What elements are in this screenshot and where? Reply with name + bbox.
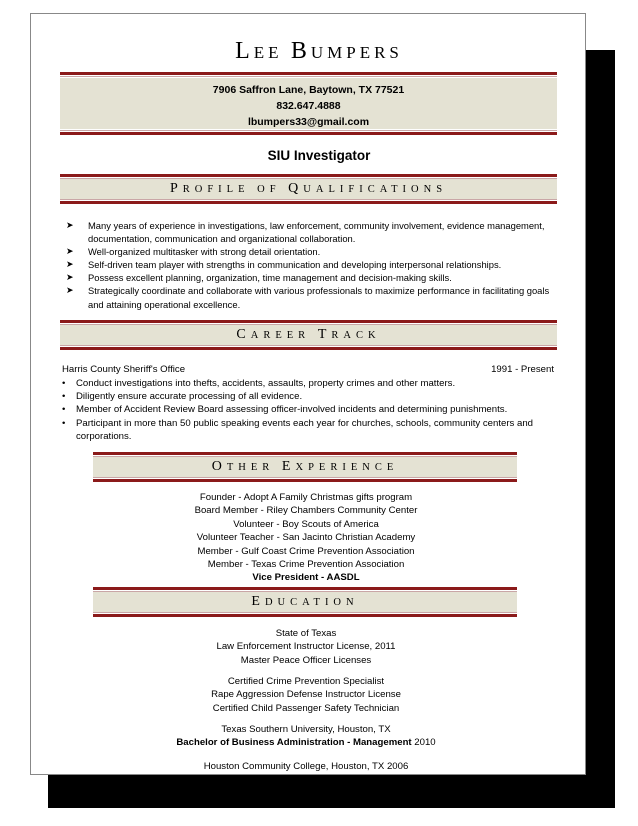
university: Texas Southern University, Houston, TX	[221, 724, 391, 735]
degree: Bachelor of Business Administration - Management	[176, 737, 412, 749]
college: Houston Community College, Houston, TX 2006	[203, 761, 409, 772]
education-rule-bottom	[93, 614, 517, 617]
list-item: Volunteer - Boy Scouts of America	[233, 518, 379, 530]
list-item: ➤ Self-driven team player with strengths in communication and developing interpersonal relationships.	[66, 259, 502, 271]
candidate-name: LEE BUMPERS	[235, 38, 403, 64]
arrow-bullet-icon: ➤	[66, 285, 74, 296]
employer-row	[62, 364, 554, 375]
career-heading: CAREER TRACK	[236, 327, 381, 342]
profile-rule-top	[60, 174, 557, 177]
bullet-icon: •	[62, 378, 66, 389]
list-item: Certified Child Passenger Safety Technician	[212, 702, 400, 714]
career-rule-bottom	[60, 347, 557, 350]
arrow-bullet-icon: ➤	[66, 272, 74, 283]
degree-year: 2010	[414, 737, 436, 749]
employer-name: Harris County Sheriff's Office	[62, 364, 186, 375]
qualifications-list	[66, 219, 556, 311]
email: lbumpers33@gmail.com	[247, 116, 370, 128]
header-rule-top	[60, 72, 557, 75]
arrow-bullet-icon: ➤	[66, 246, 74, 257]
list-item: ➤ Possess excellent planning, organization, time management and decision-making skills.	[66, 272, 452, 284]
other-rule-top	[93, 452, 517, 455]
list-item: Certified Crime Prevention Specialist	[227, 676, 385, 687]
other-experience-list	[0, 491, 612, 585]
list-item: • Diligently ensure accurate processing of all evidence.	[62, 391, 303, 403]
list-item: Founder - Adopt A Family Christmas gifts program	[199, 492, 413, 503]
arrow-bullet-icon: ➤	[66, 259, 74, 270]
other-heading: OTHER EXPERIENCE	[211, 459, 399, 474]
list-item: Member - Texas Crime Prevention Association	[207, 559, 405, 571]
list-item: Vice President - AASDL	[252, 572, 360, 584]
list-item: Member - Gulf Coast Crime Prevention Association	[197, 545, 415, 557]
profile-rule-bottom-thin	[60, 199, 557, 200]
phone: 832.647.4888	[276, 100, 341, 112]
list-item: State of Texas	[275, 628, 337, 639]
list-item: Volunteer Teacher - San Jacinto Christian Academy	[196, 532, 416, 544]
education-group-certifications	[0, 675, 612, 715]
education-heading: EDUCATION	[251, 594, 359, 609]
bullet-icon: •	[62, 391, 66, 403]
profile-heading: PROFILE OF QUALIFICATIONS	[169, 181, 448, 196]
list-item: Master Peace Officer Licenses	[240, 654, 372, 666]
list-item: ➤ Well-organized multitasker with strong detail orientation.	[66, 246, 321, 258]
career-rule-bottom-thin	[60, 345, 557, 346]
list-item: • Conduct investigations into thefts, accidents, assaults, property crimes and other matters.	[62, 378, 456, 389]
list-item: ➤ Strategically coordinate and collaborate with various professionals to maximize performance in facilitating goals and attaining operational excellence.	[66, 285, 550, 310]
other-rule-bottom	[93, 479, 517, 482]
arrow-bullet-icon: ➤	[66, 220, 74, 230]
list-item: Law Enforcement Instructor License, 2011	[216, 641, 396, 653]
education-rule-bottom-thin	[93, 612, 517, 613]
other-rule-bottom-thin	[93, 477, 517, 478]
header-rule-top-thin	[60, 76, 557, 77]
bullet-icon: •	[62, 404, 66, 416]
education-group-licenses	[0, 627, 612, 667]
list-item: • Member of Accident Review Board assessing officer-involved incidents and determining punishments.	[62, 404, 508, 416]
degree-line	[0, 736, 612, 749]
header-rule-bottom-thin	[60, 130, 557, 131]
profile-rule-bottom	[60, 201, 557, 204]
job-title: SIU Investigator	[267, 148, 371, 163]
education-group-degree	[0, 723, 612, 750]
bullet-icon: •	[62, 417, 66, 429]
list-item: Rape Aggression Defense Instructor License	[211, 689, 401, 701]
header-rule-bottom	[60, 132, 557, 135]
list-item: Board Member - Riley Chambers Community Center	[194, 505, 418, 517]
career-rule-top	[60, 320, 557, 323]
list-item: ➤ Many years of experience in investigations, law enforcement, community involvement, evidence management, documentation, communication and organizational collaboration.	[66, 220, 545, 245]
employment-dates: 1991 - Present	[491, 364, 554, 375]
career-duties-list	[62, 377, 556, 443]
address: 7906 Saffron Lane, Baytown, TX 77521	[212, 84, 405, 96]
education-rule-top	[93, 587, 517, 590]
list-item: • Participant in more than 50 public speaking events each year for churches, schools, community centers and corporations.	[62, 417, 534, 442]
